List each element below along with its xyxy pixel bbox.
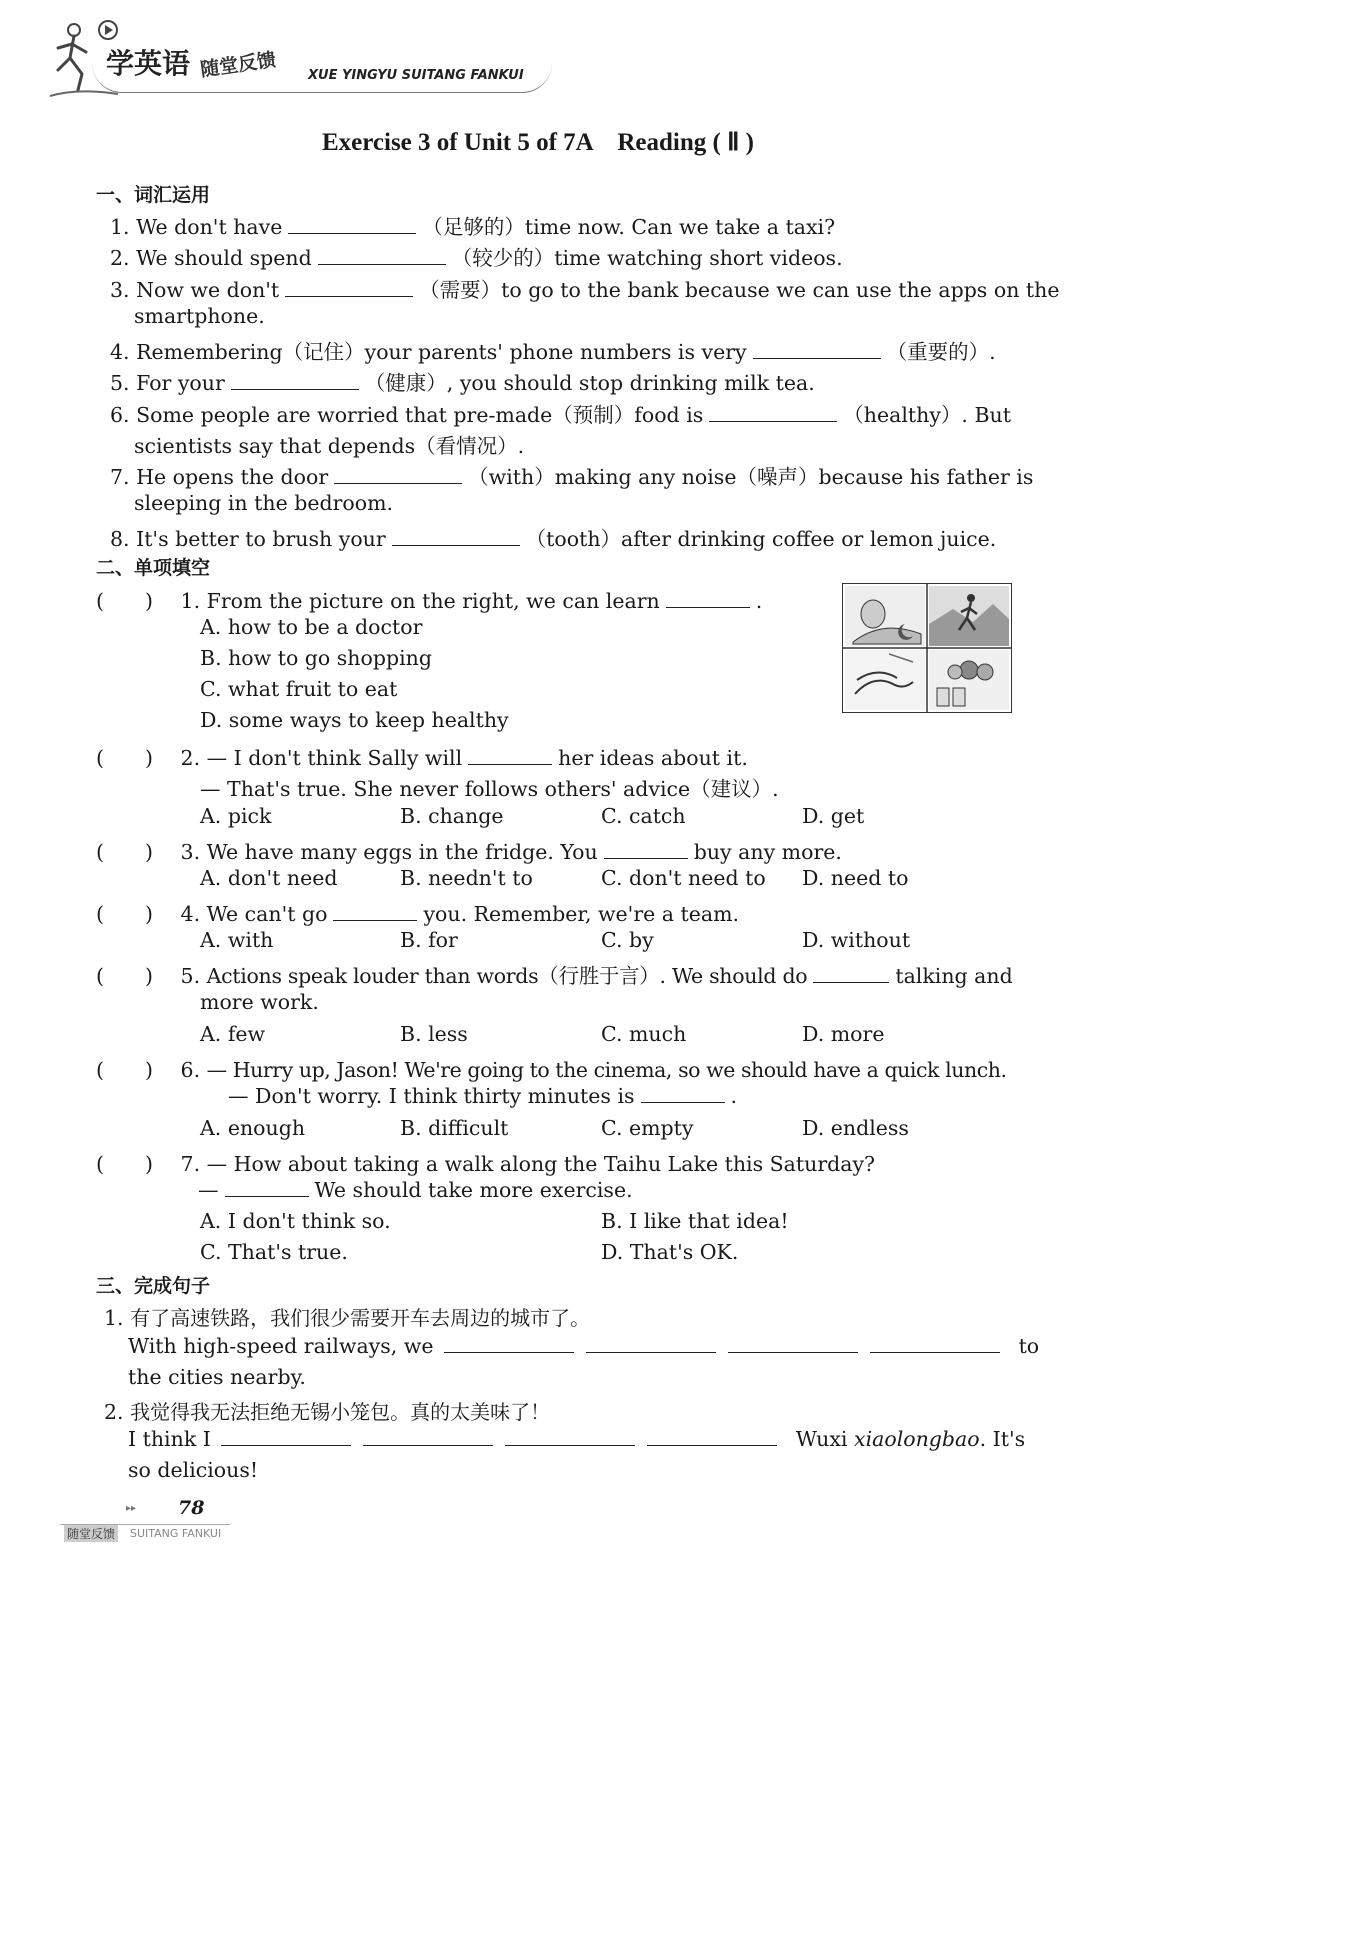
item-text: For your: [136, 371, 225, 395]
item-hint: （较少的）time watching short videos.: [451, 246, 843, 270]
q2-line2: — That's true. She never follows others' advice（建议）.: [200, 777, 779, 801]
q4-option-b[interactable]: B. for: [400, 928, 458, 952]
sentence-2-cont: so delicious!: [128, 1458, 259, 1482]
vocab-item-7: [110, 460, 1033, 490]
q3-option-b[interactable]: B. needn't to: [400, 866, 533, 890]
question-text: — Don't worry. I think thirty minutes is: [228, 1084, 635, 1108]
q1-option-b[interactable]: B. how to go shopping: [200, 646, 432, 670]
question-text: — I don't think Sally will: [206, 746, 463, 770]
answer-paren[interactable]: ( ): [96, 964, 153, 988]
brand-title-cn: 学英语: [106, 47, 191, 80]
item-hint: （with）making any noise（噪声）because his father is: [468, 465, 1034, 489]
answer-blank[interactable]: [709, 403, 837, 422]
q3-option-d[interactable]: D. need to: [802, 866, 909, 890]
item-number: 2.: [104, 1400, 124, 1424]
item-text: It's better to brush your: [136, 527, 386, 551]
answer-blank: [333, 902, 417, 921]
item-hint: （healthy）. But: [843, 403, 1011, 427]
q2-option-a[interactable]: A. pick: [200, 804, 272, 828]
question-number: 4.: [180, 902, 201, 926]
question-text: — Hurry up, Jason! We're going to the cinema, so we should have a quick lunch.: [206, 1058, 1007, 1082]
answer-blank: [225, 1178, 309, 1197]
sentence-text: . It's: [979, 1427, 1026, 1451]
question-text: her ideas about it.: [558, 746, 748, 770]
answer-blank[interactable]: [334, 465, 462, 484]
answer-blank[interactable]: [647, 1427, 777, 1446]
item-text: We should spend: [136, 246, 312, 270]
vocab-item-5: [110, 366, 815, 396]
page-title: Exercise 3 of Unit 5 of 7A Reading ( Ⅱ ): [322, 129, 754, 156]
question-number: 5.: [180, 964, 201, 988]
answer-paren[interactable]: ( ): [96, 589, 153, 613]
q6-option-b[interactable]: B. difficult: [400, 1116, 509, 1140]
answer-paren[interactable]: ( ): [96, 902, 153, 926]
choice-q6: [96, 1053, 1007, 1083]
q2-option-d[interactable]: D. get: [802, 804, 865, 828]
question-text: Actions speak louder than words（行胜于言）. We should do: [206, 964, 808, 988]
double-arrow-icon: ▸▸: [126, 1503, 137, 1514]
answer-blank: [666, 589, 750, 608]
item-hint: （需要）to go to the bank because we can use the apps on the: [419, 278, 1060, 302]
question-number: 7.: [180, 1152, 201, 1176]
sentence-text: Wuxi: [795, 1427, 848, 1451]
question-text: — How about taking a walk along the Taihu Lake this Saturday?: [206, 1152, 876, 1176]
item-number: 3.: [110, 278, 130, 302]
header: [0, 0, 1080, 110]
vocab-item-4: [110, 335, 996, 365]
item-text: Some people are worried that pre-made（预制）food is: [136, 403, 704, 427]
q4-option-a[interactable]: A. with: [200, 928, 274, 952]
q4-option-d[interactable]: D. without: [802, 928, 911, 952]
brand-subtitle-cn: 随堂反馈: [199, 48, 278, 82]
item-text: He opens the door: [136, 465, 329, 489]
answer-blank[interactable]: [870, 1334, 1000, 1353]
answer-blank[interactable]: [728, 1334, 858, 1353]
footer-label-cn: 随堂反馈: [64, 1525, 118, 1542]
choice-q3: [96, 835, 842, 865]
q2-option-b[interactable]: B. change: [400, 804, 504, 828]
item-hint: （重要的）.: [886, 340, 996, 364]
q5-option-d[interactable]: D. more: [802, 1022, 885, 1046]
q6-option-a[interactable]: A. enough: [200, 1116, 306, 1140]
sentence-1-en: [128, 1334, 1039, 1358]
chinese-sentence: 我觉得我无法拒绝无锡小笼包。真的太美味了！: [130, 1400, 551, 1424]
sentence-2-en: [128, 1427, 1025, 1451]
answer-paren[interactable]: ( ): [96, 840, 153, 864]
answer-blank[interactable]: [392, 527, 520, 546]
sentence-text: to: [1018, 1334, 1040, 1358]
choice-q5: [96, 959, 1013, 989]
footer: [60, 1495, 260, 1545]
vocab-item-8: [110, 522, 996, 552]
answer-paren[interactable]: ( ): [96, 1152, 153, 1176]
q6-line2: [228, 1084, 737, 1108]
question-text: We should take more exercise.: [314, 1178, 633, 1202]
question-text: talking and: [895, 964, 1013, 988]
sentence-1-cont: the cities nearby.: [128, 1365, 306, 1389]
q3-option-a[interactable]: A. don't need: [200, 866, 338, 890]
item-number: 1.: [110, 215, 130, 239]
item-text: Remembering（记住）your parents' phone numbers is very: [136, 340, 747, 364]
q7-option-d[interactable]: D. That's OK.: [601, 1240, 739, 1264]
answer-blank[interactable]: [285, 278, 413, 297]
question-number: 2.: [180, 746, 201, 770]
vocab-item-3-cont: smartphone.: [134, 304, 265, 328]
q5-option-b[interactable]: B. less: [400, 1022, 468, 1046]
sentence-1-cn: [104, 1302, 590, 1331]
q2-option-c[interactable]: C. catch: [601, 804, 686, 828]
item-text: We don't have: [136, 215, 283, 239]
vocab-item-6-cont: scientists say that depends（看情况）.: [134, 434, 525, 458]
healthy-habits-illustration-icon: [843, 584, 1011, 712]
item-number: 7.: [110, 465, 130, 489]
q4-option-c[interactable]: C. by: [601, 928, 654, 952]
question-number: 3.: [180, 840, 201, 864]
answer-blank[interactable]: [444, 1334, 574, 1353]
q6-option-c[interactable]: C. empty: [601, 1116, 694, 1140]
footer-label-en: SUITANG FANKUI: [130, 1527, 222, 1540]
item-number: 1.: [104, 1306, 124, 1330]
vocab-item-1: [110, 210, 835, 240]
sentence-text: With high-speed railways, we: [128, 1334, 434, 1358]
item-text: Now we don't: [136, 278, 280, 302]
sentence-2-cn: [104, 1396, 550, 1425]
q1-option-d[interactable]: D. some ways to keep healthy: [200, 708, 509, 732]
page-number: 78: [178, 1497, 205, 1519]
question-text: From the picture on the right, we can learn: [206, 589, 660, 613]
item-number: 8.: [110, 527, 130, 551]
answer-blank[interactable]: [363, 1427, 493, 1446]
section-vocabulary-heading: 一、词汇运用: [96, 184, 211, 206]
item-number: 2.: [110, 246, 130, 270]
item-number: 6.: [110, 403, 130, 427]
answer-blank: [641, 1084, 725, 1103]
answer-blank[interactable]: [318, 246, 446, 265]
answer-blank[interactable]: [221, 1427, 351, 1446]
sentence-italic: xiaolongbao: [854, 1427, 980, 1451]
vocab-item-6: [110, 398, 1011, 428]
brand-title-en: XUE YINGYU SUITANG FANKUI: [308, 68, 524, 83]
item-hint: （tooth）after drinking coffee or lemon juice.: [525, 527, 997, 551]
q6-option-d[interactable]: D. endless: [802, 1116, 909, 1140]
vocab-item-7-cont: sleeping in the bedroom.: [134, 491, 394, 515]
item-hint: （足够的）time now. Can we take a taxi?: [422, 215, 836, 239]
q5-option-c[interactable]: C. much: [601, 1022, 687, 1046]
q7-option-a[interactable]: A. I don't think so.: [200, 1209, 391, 1233]
answer-blank[interactable]: [288, 215, 416, 234]
answer-blank[interactable]: [505, 1427, 635, 1446]
sentence-text: I think I: [128, 1427, 211, 1451]
choice-q1: [96, 584, 762, 614]
choice-q4: [96, 897, 739, 927]
choice-q2: [96, 741, 748, 771]
chinese-sentence: 有了高速铁路，我们很少需要开车去周边的城市了。: [130, 1306, 591, 1330]
answer-paren[interactable]: ( ): [96, 746, 153, 770]
question-text: We have many eggs in the fridge. You: [206, 840, 598, 864]
question-end: .: [755, 589, 763, 613]
q5-option-a[interactable]: A. few: [200, 1022, 266, 1046]
answer-blank[interactable]: [231, 371, 359, 390]
q7-option-b[interactable]: B. I like that idea!: [601, 1209, 789, 1233]
vocab-item-3: [110, 273, 1059, 303]
answer-blank: [468, 746, 552, 765]
q1-option-c[interactable]: C. what fruit to eat: [200, 677, 398, 701]
q7-option-c[interactable]: C. That's true.: [200, 1240, 348, 1264]
answer-blank[interactable]: [586, 1334, 716, 1353]
item-hint: （健康）, you should stop drinking milk tea.: [364, 371, 815, 395]
q7-line2: [198, 1178, 633, 1202]
section-choice-heading: 二、单项填空: [96, 557, 211, 579]
dash-mark: —: [198, 1178, 219, 1202]
answer-paren[interactable]: ( ): [96, 1058, 153, 1082]
choice-q7: [96, 1147, 875, 1177]
healthy-ways-picture: [842, 583, 1012, 713]
vocab-item-2: [110, 241, 843, 271]
question-end: .: [730, 1084, 738, 1108]
section-sentence-heading: 三、完成句子: [96, 1275, 211, 1297]
q3-option-c[interactable]: C. don't need to: [601, 866, 766, 890]
question-text: you. Remember, we're a team.: [423, 902, 740, 926]
item-number: 4.: [110, 340, 130, 364]
q1-option-a[interactable]: A. how to be a doctor: [200, 615, 423, 639]
question-number: 1.: [180, 589, 201, 613]
question-number: 6.: [180, 1058, 201, 1082]
item-number: 5.: [110, 371, 130, 395]
question-text: We can't go: [206, 902, 328, 926]
answer-blank[interactable]: [753, 340, 881, 359]
answer-blank: [813, 964, 889, 983]
question-text: buy any more.: [693, 840, 842, 864]
q5-cont: more work.: [200, 990, 319, 1014]
answer-blank: [604, 840, 688, 859]
